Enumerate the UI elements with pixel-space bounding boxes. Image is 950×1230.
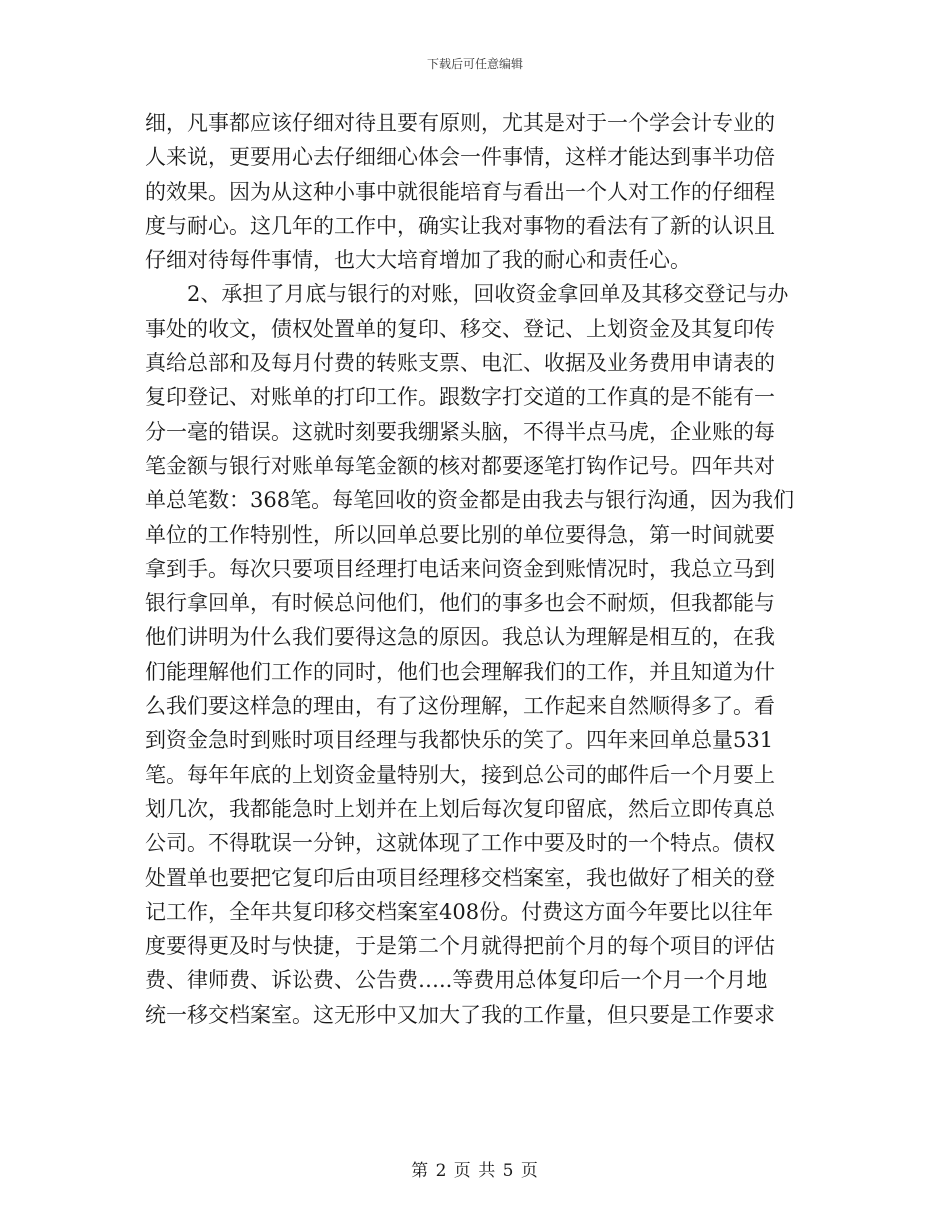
text-line: 银行拿回单，有时候总问他们，他们的事多也会不耐烦，但我都能与 [145, 591, 775, 616]
text-line: 事处的收文，债权处置单的复印、移交、登记、上划资金及其复印传 [145, 316, 775, 341]
text-line: 记工作，全年共复印移交档案室408份。付费这方面今年要比以往年 [145, 899, 774, 924]
text-line: 真给总部和及每月付费的转账支票、电汇、收据及业务费用申请表的 [145, 351, 775, 376]
text-line: 度与耐心。这几年的工作中，确实让我对事物的看法有了新的认识且 [145, 213, 775, 238]
body-text [145, 106, 805, 1032]
page-number-footer: 第 2 页 共 5 页 [411, 1161, 539, 1181]
text-line: 么我们要这样急的理由，有了这份理解，工作起来自然顺得多了。看 [145, 694, 775, 719]
text-line: 统一移交档案室。这无形中又加大了我的工作量，但只要是工作要求 [145, 1002, 775, 1027]
text-line: 到资金急时到账时项目经理与我都快乐的笑了。四年来回单总量531 [145, 728, 774, 753]
text-line: 单位的工作特别性，所以回单总要比别的单位要得急，第一时间就要 [145, 522, 775, 547]
text-line: 拿到手。每次只要项目经理打电话来问资金到账情况时，我总立马到 [145, 556, 775, 581]
text-line: 们能理解他们工作的同时，他们也会理解我们的工作，并且知道为什 [145, 659, 775, 684]
text-line: 处置单也要把它复印后由项目经理移交档案室，我也做好了相关的登 [145, 865, 775, 890]
text-line: 的效果。因为从这种小事中就很能培育与看出一个人对工作的仔细程 [145, 179, 775, 204]
text-line: 他们讲明为什么我们要得这急的原因。我总认为理解是相互的，在我 [145, 625, 775, 650]
text-line: 仔细对待每件事情，也大大培育增加了我的耐心和责任心。 [145, 248, 691, 273]
text-line: 分一毫的错误。这就时刻要我绷紧头脑，不得半点马虎，企业账的每 [145, 419, 775, 444]
paragraph-start-line: 2、承担了月底与银行的对账，回收资金拿回单及其移交登记与办 [187, 282, 789, 307]
text-line: 复印登记、对账单的打印工作。跟数字打交道的工作真的是不能有一 [145, 385, 775, 410]
text-line: 细，凡事都应该仔细对待且要有原则，尤其是对于一个学会计专业的 [145, 111, 775, 135]
text-line: 笔。每年年底的上划资金量特别大，接到总公司的邮件后一个月要上 [145, 762, 775, 787]
text-line: 笔金额与银行对账单每笔金额的核对都要逐笔打钩作记号。四年共对 [145, 453, 775, 478]
text-line: 划几次，我都能急时上划并在上划后每次复印留底，然后立即传真总 [145, 796, 775, 821]
page-header-note: 下载后可任意编辑 [426, 57, 523, 71]
text-line: 公司。不得耽误一分钟，这就体现了工作中要及时的一个特点。债权 [145, 831, 775, 856]
text-line: 单总笔数：368笔。每笔回收的资金都是由我去与银行沟通，因为我们 [145, 488, 795, 513]
text-line: 度要得更及时与快捷，于是第二个月就得把前个月的每个项目的评估 [145, 934, 775, 959]
text-line: 费、律师费、诉讼费、公告费…..等费用总体复印后一个月一个月地 [145, 968, 768, 993]
text-line: 人来说，更要用心去仔细细心体会一件事情，这样才能达到事半功倍 [145, 145, 775, 170]
